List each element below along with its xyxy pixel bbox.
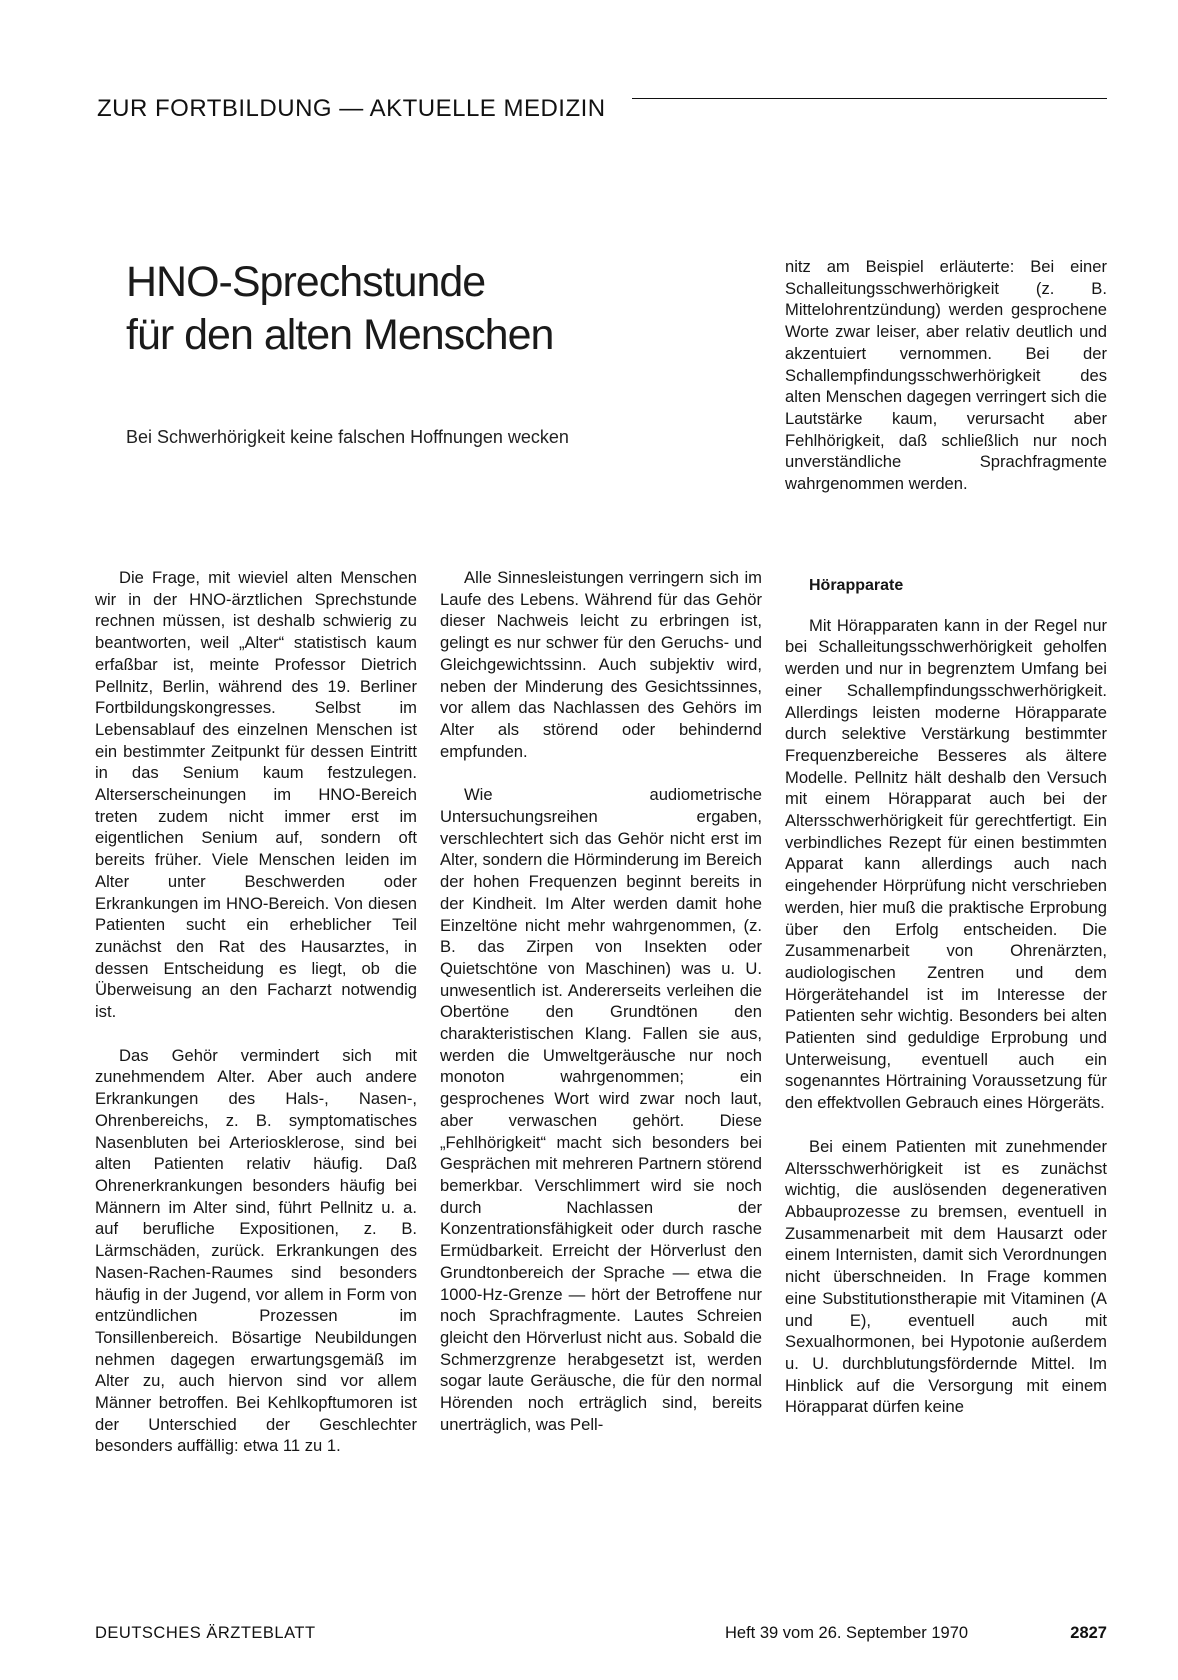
article-subtitle: Bei Schwerhörigkeit keine falschen Hoffnungen wecken [126, 427, 569, 447]
column-2 [440, 567, 762, 1435]
page-number: 2827 [1070, 1624, 1107, 1642]
subheading: Hörapparate [809, 577, 904, 594]
paragraph: Bei einem Patienten mit zunehmender Altersschwerhörigkeit ist es zunächst wichtig, die auslösenden degenerativen Abbauprozesse zu bremsen, eventuell in Zusammenarbeit mit dem Hausarzt oder einem Internisten, damit sich Verordnungen nicht überschneiden. In Frage kommen eine Substitutionstherapie mit Vitaminen (A und E), eventuell auch mit Sexualhormonen, bei Hypotonie außerdem u. U. durchblutungsfördernde Mittel. Im Hinblick auf die Versorgung mit einem Hörapparat dürfen keine [785, 1136, 1107, 1417]
title-line-2: für den alten Menschen [126, 311, 554, 359]
column-3-top [785, 256, 1107, 495]
issue-info: Heft 39 vom 26. September 1970 [725, 1624, 969, 1642]
paragraph: Mit Hörapparaten kann in der Regel nur bei Schalleitungsschwerhörigkeit geholfen werden und nur in begrenztem Umfang bei einer Schallempfindungsschwerhörigkeit. Allerdings leisten moderne Hörapparate durch selektive Verstärkung bestimmter Frequenzbereiche Besseres als ältere Modelle. Pellnitz hält deshalb den Versuch mit einem Hörapparat auch bei der Altersschwerhörigkeit für gerechtfertigt. Ein verbindliches Rezept für einen bestimmten Apparat kann allerdings auch nach eingehender Hörprüfung nicht verschrieben werden, hier muß die praktische Erprobung über den Erfolg entscheiden. Die Zusammenarbeit von Ohrenärzten, audiologischen Zentren und dem Hörgerätehandel ist im Interesse der Patienten sehr wichtig. Besonders bei alten Patienten sind geduldige Erprobung und Unterweisung, eventuell auch ein sogenanntes Hörtraining Voraussetzung für den effektvollen Gebrauch eines Hörgeräts. [785, 615, 1107, 1113]
paragraph: Alle Sinnesleistungen verringern sich im Laufe des Lebens. Während für das Gehör dieser Nachweis leicht zu erbringen ist, gelingt es nur schwer für den Geruchs- und Gleichgewichtssinn. Auch subjektiv wird, neben der Minderung des Gesichtssinnes, vor allem das Nachlassen des Gehörs im Alter als störend oder behindernd empfunden. [440, 568, 762, 761]
paragraph: nitz am Beispiel erläuterte: Bei einer Schalleitungsschwerhörigkeit (z. B. Mittelohrentzündung) werden gesprochene Worte zwar leiser, aber relativ deutlich und akzentuiert vernommen. Bei der Schallempfindungsschwerhörigkeit des alten Menschen dagegen verringert sich die Lautstärke kaum, verursacht aber Fehlhörigkeit, daß schließlich nur noch unverständliche Sprachfragmente wahrgenommen werden. [785, 257, 1107, 494]
header-rule [632, 98, 1107, 99]
journal-name: DEUTSCHES ÄRZTEBLATT [95, 1624, 316, 1642]
paragraph: Die Frage, mit wieviel alten Menschen wir in der HNO-ärztlichen Sprechstunde rechnen müssen, ist deshalb schwierig zu beantworten, weil „Alter“ statistisch kaum erfaßbar ist, meinte Professor Dietrich Pellnitz, Berlin, während des 19. Berliner Fortbildungskongresses. Selbst im Lebensablauf des einzelnen Menschen ist ein bestimmter Zeitpunkt für dessen Eintritt in das Senium kaum festzulegen. Alterserscheinungen im HNO-Bereich treten zudem nicht immer erst im eigentlichen Senium auf, sondern oft bereits früher. Viele Menschen leiden im Alter unter Beschwerden oder Erkrankungen im HNO-Bereich. Von diesen Patienten sucht ein erheblicher Teil zunächst den Rat des Hausarztes, in dessen Entscheidung es liegt, ob die Überweisung an den Facharzt notwendig ist. [95, 568, 417, 1022]
column-1 [95, 567, 417, 1457]
paragraph: Wie audiometrische Untersuchungsreihen ergaben, verschlechtert sich das Gehör nicht erst im Alter, sondern die Hörminderung im Bereich der hohen Frequenzen beginnt bereits in der Kindheit. Im Alter werden damit hohe Einzeltöne nicht mehr wahrgenommen, (z. B. das Zirpen von Insekten oder Quietschtöne von Maschinen) was u. U. unwesentlich ist. Andererseits verleihen die Obertöne den Grundtönen den charakteristischen Klang. Fallen sie aus, werden die Umweltgeräusche nur noch monoton wahrgenommen; ein gesprochenes Wort wird zwar noch laut, aber verwaschen gehört. Diese „Fehlhörigkeit“ macht sich besonders bei Gesprächen mit mehreren Partnern störend bemerkbar. Verschlimmert wird sie noch durch Nachlassen der Konzentrationsfähigkeit oder durch rasche Ermüdbarkeit. Erreicht der Hörverlust den Grundtonbereich der Sprache — etwa die 1000-Hz-Grenze — hört der Betroffene nur noch Sprachfragmente. Lautes Schreien gleicht den Hörverlust nicht aus. Sobald die Schmerzgrenze herabgesetzt ist, werden sogar laute Geräusche, die für den normal Hörenden noch erträglich sind, bereits unerträglich, was Pell- [440, 785, 762, 1434]
title-line-1: HNO-Sprechstunde [126, 258, 486, 306]
section-header [97, 95, 1107, 123]
column-3 [785, 567, 1107, 1418]
paragraph: Das Gehör vermindert sich mit zunehmendem Alter. Aber auch andere Erkrankungen des Hals-, Nasen-, Ohrenbereichs, z. B. symptomatisches Nasenbluten bei Arteriosklerose, sind bei alten Patienten relativ häufig. Daß Ohrenerkrankungen besonders häufig bei Männern im Alter sind, führt Pellnitz u. a. auf berufliche Expositionen, z. B. Lärmschäden, zurück. Erkrankungen des Nasen-Rachen-Raumes sind besonders häufig in der Jugend, vor allem in Form von entzündlichen Prozessen im Tonsillenbereich. Bösartige Neubildungen nehmen dagegen erwartungsgemäß im Alter zu, auch hiervon sind vor allem Männer betroffen. Bei Kehlkopftumoren ist der Unterschied der Geschlechter besonders auffällig: etwa 11 zu 1. [95, 1045, 417, 1456]
section-title: ZUR FORTBILDUNG — AKTUELLE MEDIZIN [97, 95, 606, 122]
article-title [126, 256, 686, 362]
